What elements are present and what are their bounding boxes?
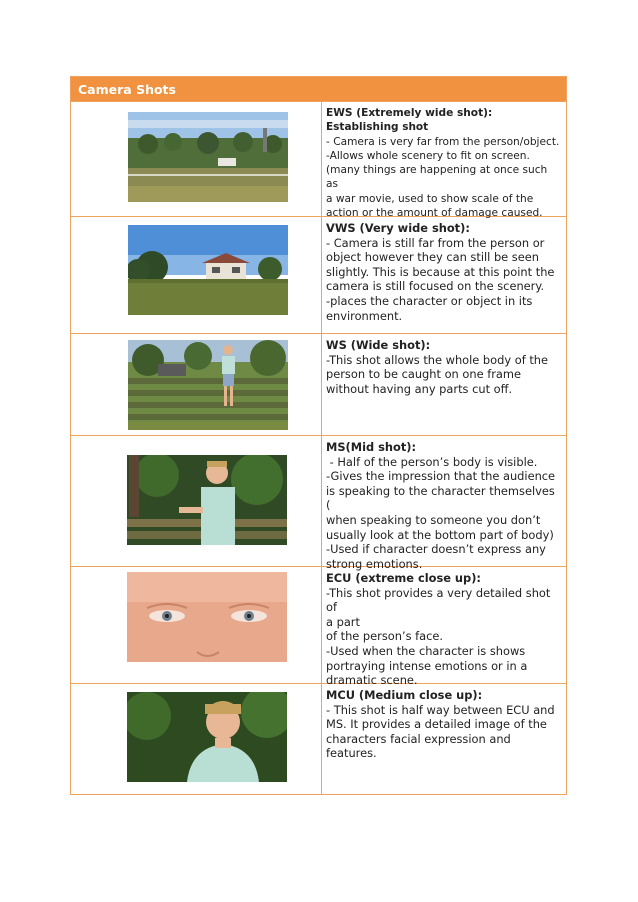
shot-row-ms: [71, 436, 566, 571]
section-title: Camera Shots: [78, 81, 176, 97]
shot-desc-line: environment.: [326, 308, 403, 323]
shot-desc-line: - Camera is still far from the person or: [326, 235, 545, 250]
shot-desc-line: -places the character or object in its: [326, 293, 533, 308]
shot-desc-line: (many things are happening at once such as: [326, 164, 551, 191]
shot-row-ecu: [71, 567, 566, 688]
shot-title: EWS (Extremely wide shot):: [326, 107, 493, 119]
shot-desc-line: -Used if character doesn’t express any: [326, 542, 546, 557]
ews-photo: [128, 112, 288, 202]
shot-desc-line: - Camera is very far from the person/object.: [326, 135, 560, 148]
shot-desc-line: usually look at the bottom part of body): [326, 527, 554, 542]
shot-desc-line: -Allows whole scenery to fit on screen.: [326, 150, 530, 162]
vws-photo: [128, 225, 288, 315]
ecu-photo: [127, 572, 287, 662]
shot-desc-line: strong emotions.: [326, 556, 423, 571]
ms-photo: [127, 455, 287, 545]
text-cell: [322, 217, 566, 333]
image-cell: [71, 217, 322, 333]
shot-desc-line: a part: [326, 614, 360, 629]
shot-desc-line: -Used when the character is shows: [326, 643, 526, 658]
mcu-photo: [127, 692, 287, 782]
text-cell: [322, 567, 566, 688]
shot-desc-line: - Half of the person’s body is visible.: [326, 454, 538, 469]
text-cell: [322, 102, 566, 219]
shot-row-vws: [71, 217, 566, 334]
section-header: [71, 77, 566, 102]
shot-desc-line: slightly. This is because at this point the: [326, 264, 555, 279]
shot-row-ws: [71, 334, 566, 436]
ws-photo: [128, 340, 288, 430]
shot-title: MS(Mid shot):: [326, 440, 417, 454]
shot-desc-line: -This shot allows the whole body of the: [326, 352, 549, 367]
shot-desc-line: of the person’s face.: [326, 629, 444, 644]
shot-row-mcu: [71, 684, 566, 794]
shot-desc-line: a war movie, used to show scale of the: [326, 192, 534, 205]
shot-row-ews: [71, 102, 566, 217]
shot-desc-line: dramatic scene.: [326, 673, 418, 688]
shot-desc-line: characters facial expression and: [326, 731, 511, 746]
shot-desc-line: when speaking to someone you don’t: [326, 512, 541, 527]
shot-desc-line: -Gives the impression that the audience: [326, 469, 556, 484]
shot-desc-line: - This shot is half way between ECU and: [326, 702, 555, 717]
image-cell: [71, 684, 322, 794]
shot-subtitle: Establishing shot: [326, 121, 429, 134]
shot-desc-line: features.: [326, 746, 377, 761]
text-cell: [322, 684, 566, 794]
shot-title: MCU (Medium close up):: [326, 688, 483, 702]
shot-title: ECU (extreme close up):: [326, 571, 481, 585]
shot-title: VWS (Very wide shot):: [326, 221, 470, 235]
text-cell: [322, 334, 566, 435]
image-cell: [71, 334, 322, 435]
shot-title: WS (Wide shot):: [326, 338, 431, 352]
image-cell: [71, 567, 322, 683]
shot-desc-line: camera is still focused on the scenery.: [326, 279, 545, 294]
shot-desc-line: is speaking to the character themselves (: [326, 483, 559, 513]
text-cell: [322, 436, 566, 571]
shot-desc-line: portraying intense emotions or in a: [326, 658, 528, 673]
shot-desc-line: without having any parts cut off.: [326, 381, 513, 396]
shot-desc-line: object however they can still be seen: [326, 250, 539, 265]
camera-shots-table: [70, 76, 567, 795]
image-cell: [71, 436, 322, 566]
shot-desc-line: person to be caught on one frame: [326, 367, 521, 382]
image-cell: [71, 102, 322, 216]
shot-desc-line: MS. It provides a detailed image of the: [326, 717, 547, 732]
shot-desc-line: action or the amount of damage caused.: [326, 206, 543, 219]
shot-desc-line: -This shot provides a very detailed shot of: [326, 585, 554, 615]
